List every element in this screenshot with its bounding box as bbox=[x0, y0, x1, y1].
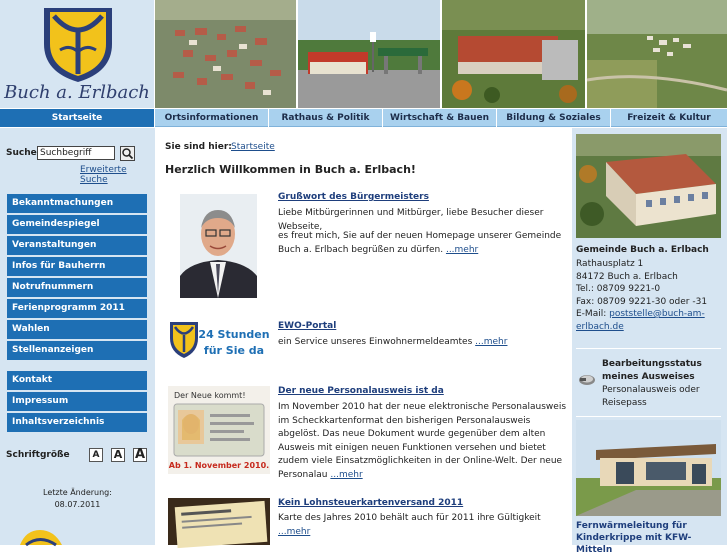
status-title-link[interactable]: Bearbeitungsstatus meines Ausweises bbox=[602, 359, 702, 382]
lohnsteuerkarte-thumbnail[interactable] bbox=[168, 498, 270, 545]
search-input[interactable] bbox=[37, 146, 115, 160]
news-text-grusswort-2 bbox=[278, 230, 566, 257]
thumb-top-text: Der Neue kommt! bbox=[174, 391, 246, 400]
more-link-ewo-portal[interactable]: ...mehr bbox=[475, 337, 508, 347]
sidebar-item-veranstaltungen[interactable]: Veranstaltungen bbox=[7, 236, 147, 255]
nav-item-startseite[interactable]: Startseite bbox=[0, 109, 155, 127]
news-text-grusswort-2-body: es freut mich, Sie auf der neuen Homepage unserer Gemeinde Buch a. Erlbach begrüßen zu dürfen. bbox=[278, 231, 562, 255]
header-photo-landscape-aerial bbox=[587, 0, 727, 108]
header bbox=[0, 0, 727, 108]
news-title-lohnsteuerkarte[interactable]: Kein Lohnsteuerkartenversand 2011 bbox=[278, 498, 464, 508]
news-text-ewo-portal-body: ein Service unseres Einwohnermeldeamtes bbox=[278, 337, 473, 347]
kinderkrippe-photo[interactable] bbox=[576, 420, 721, 516]
right-sidebar bbox=[572, 128, 727, 555]
fontsize-medium-button[interactable]: A bbox=[111, 448, 125, 462]
header-photo-gas-station bbox=[298, 0, 440, 108]
left-sidebar bbox=[0, 128, 155, 545]
sidebar-item-stellenanzeigen[interactable]: Stellenanzeigen bbox=[7, 341, 147, 360]
advanced-search-link[interactable]: Erweiterte Suche bbox=[80, 165, 127, 185]
fernwaerme-link[interactable]: Fernwärmeleitung für Kinderkrippe mit KFW-Mitteln bbox=[576, 521, 692, 555]
ewo-badge-line2: für Sie da bbox=[203, 344, 265, 357]
news-text-personalausweis-body: Im November 2010 hat der neue elektronische Personalausweis im Scheckkartenformat den bisherigen Personalausweis abgelöst. Das neue Dokument wurde gegenüber dem alten Ausweis mit einigen neuen Funktionen versehen und bietet zudem viele Einsatzmöglichkeiten in der Online-Welt. Der neue Personalau bbox=[278, 402, 567, 480]
breadcrumb-label: Sie sind hier: bbox=[165, 142, 232, 152]
hand-pointer-icon[interactable] bbox=[578, 372, 596, 386]
fontsize-label: Schriftgröße bbox=[6, 450, 70, 460]
sidebar-item-inhaltsverzeichnis[interactable]: Inhaltsverzeichnis bbox=[7, 413, 147, 432]
sidebar-item-wahlen[interactable]: Wahlen bbox=[7, 320, 147, 339]
news-title-personalausweis[interactable]: Der neue Personalausweis ist da bbox=[278, 386, 444, 396]
search-icon bbox=[121, 147, 134, 160]
sidebar-item-notrufnummern[interactable]: Notrufnummern bbox=[7, 278, 147, 297]
town-hall-aerial-photo bbox=[576, 134, 721, 238]
main-navigation bbox=[0, 108, 727, 127]
last-change-label: Letzte Änderung: bbox=[43, 488, 112, 497]
fontsize-large-button[interactable]: A bbox=[134, 447, 146, 462]
personalausweis-thumbnail[interactable] bbox=[168, 386, 270, 474]
nav-item-freizeit-kultur[interactable]: Freizeit & Kultur bbox=[627, 113, 711, 123]
sidebar-item-gemeindespiegel[interactable]: Gemeindespiegel bbox=[7, 215, 147, 234]
news-title-ewo-portal[interactable]: EWO-Portal bbox=[278, 321, 337, 331]
more-link-lohnsteuerkarte[interactable]: ...mehr bbox=[278, 526, 311, 537]
more-link-personalausweis[interactable]: ...mehr bbox=[330, 469, 363, 480]
fax-number: Fax: 08709 9221-30 oder -31 bbox=[576, 296, 708, 307]
news-text-lohnsteuerkarte-body: Karte des Jahres 2010 behält auch für 2011 ihre Gültigkeit bbox=[278, 513, 541, 523]
address-city: 84172 Buch a. Erlbach bbox=[576, 271, 678, 282]
email-label: E-Mail: bbox=[576, 309, 607, 319]
header-photo-building-aerial bbox=[442, 0, 585, 108]
ewo-badge-line1: 24 Stunden bbox=[198, 328, 270, 341]
nav-item-ortsinformationen[interactable]: Ortsinformationen bbox=[155, 109, 269, 127]
logo[interactable] bbox=[0, 0, 154, 108]
fontsize-small-button[interactable]: A bbox=[89, 448, 103, 462]
sidebar-item-kontakt[interactable]: Kontakt bbox=[7, 371, 147, 390]
news-text-ewo-portal bbox=[278, 336, 566, 350]
nav-item-wirtschaft-bauen[interactable]: Wirtschaft & Bauen bbox=[383, 109, 497, 127]
last-change-date: 08.07.2011 bbox=[54, 500, 101, 509]
ewo-portal-badge[interactable] bbox=[168, 318, 270, 362]
sidebar-item-impressum[interactable]: Impressum bbox=[7, 392, 147, 411]
phone-number: Tel.: 08709 9221-0 bbox=[576, 284, 661, 294]
breadcrumb-link-startseite[interactable]: Startseite bbox=[231, 142, 275, 152]
status-text: Personalausweis oder Reisepass bbox=[602, 385, 700, 408]
sidebar-item-infos-bauherrn[interactable]: Infos für Bauherrn bbox=[7, 257, 147, 276]
municipality-name: Gemeinde Buch a. Erlbach bbox=[576, 245, 709, 255]
mayor-photo[interactable] bbox=[180, 194, 257, 298]
news-text-personalausweis bbox=[278, 401, 566, 482]
news-text-lohnsteuerkarte bbox=[278, 512, 566, 539]
news-text-grusswort-1: Liebe Mitbürgerinnen und Mitbürger, liebe Besucher dieser Webseite, bbox=[278, 208, 544, 232]
email-link[interactable]: poststelle@buch-am-erlbach.de bbox=[576, 309, 705, 332]
logo-fragment-icon bbox=[16, 526, 66, 545]
coat-of-arms-icon bbox=[40, 4, 116, 84]
sidebar-item-ferienprogramm[interactable]: Ferienprogramm 2011 bbox=[7, 299, 147, 318]
divider bbox=[576, 416, 721, 417]
sidebar-item-bekanntmachungen[interactable]: Bekanntmachungen bbox=[7, 194, 147, 213]
nav-item-bildung-soziales[interactable]: Bildung & Soziales bbox=[497, 109, 611, 127]
search-label: Suche bbox=[6, 148, 37, 158]
thumb-bottom-text: Ab 1. November 2010. bbox=[168, 461, 270, 470]
main-content bbox=[158, 128, 570, 545]
logo-text: Buch a. Erlbach bbox=[4, 82, 150, 103]
nav-item-rathaus-politik[interactable]: Rathaus & Politik bbox=[269, 109, 383, 127]
address-street: Rathausplatz 1 bbox=[576, 259, 644, 269]
email-line bbox=[576, 308, 724, 333]
divider bbox=[576, 348, 721, 349]
page-title: Herzlich Willkommen in Buch a. Erlbach! bbox=[165, 163, 416, 176]
news-title-grusswort[interactable]: Grußwort des Bürgermeisters bbox=[278, 192, 429, 202]
search-button[interactable] bbox=[120, 146, 135, 161]
more-link-grusswort[interactable]: ...mehr bbox=[445, 244, 479, 255]
header-photo-village-aerial bbox=[155, 0, 296, 108]
